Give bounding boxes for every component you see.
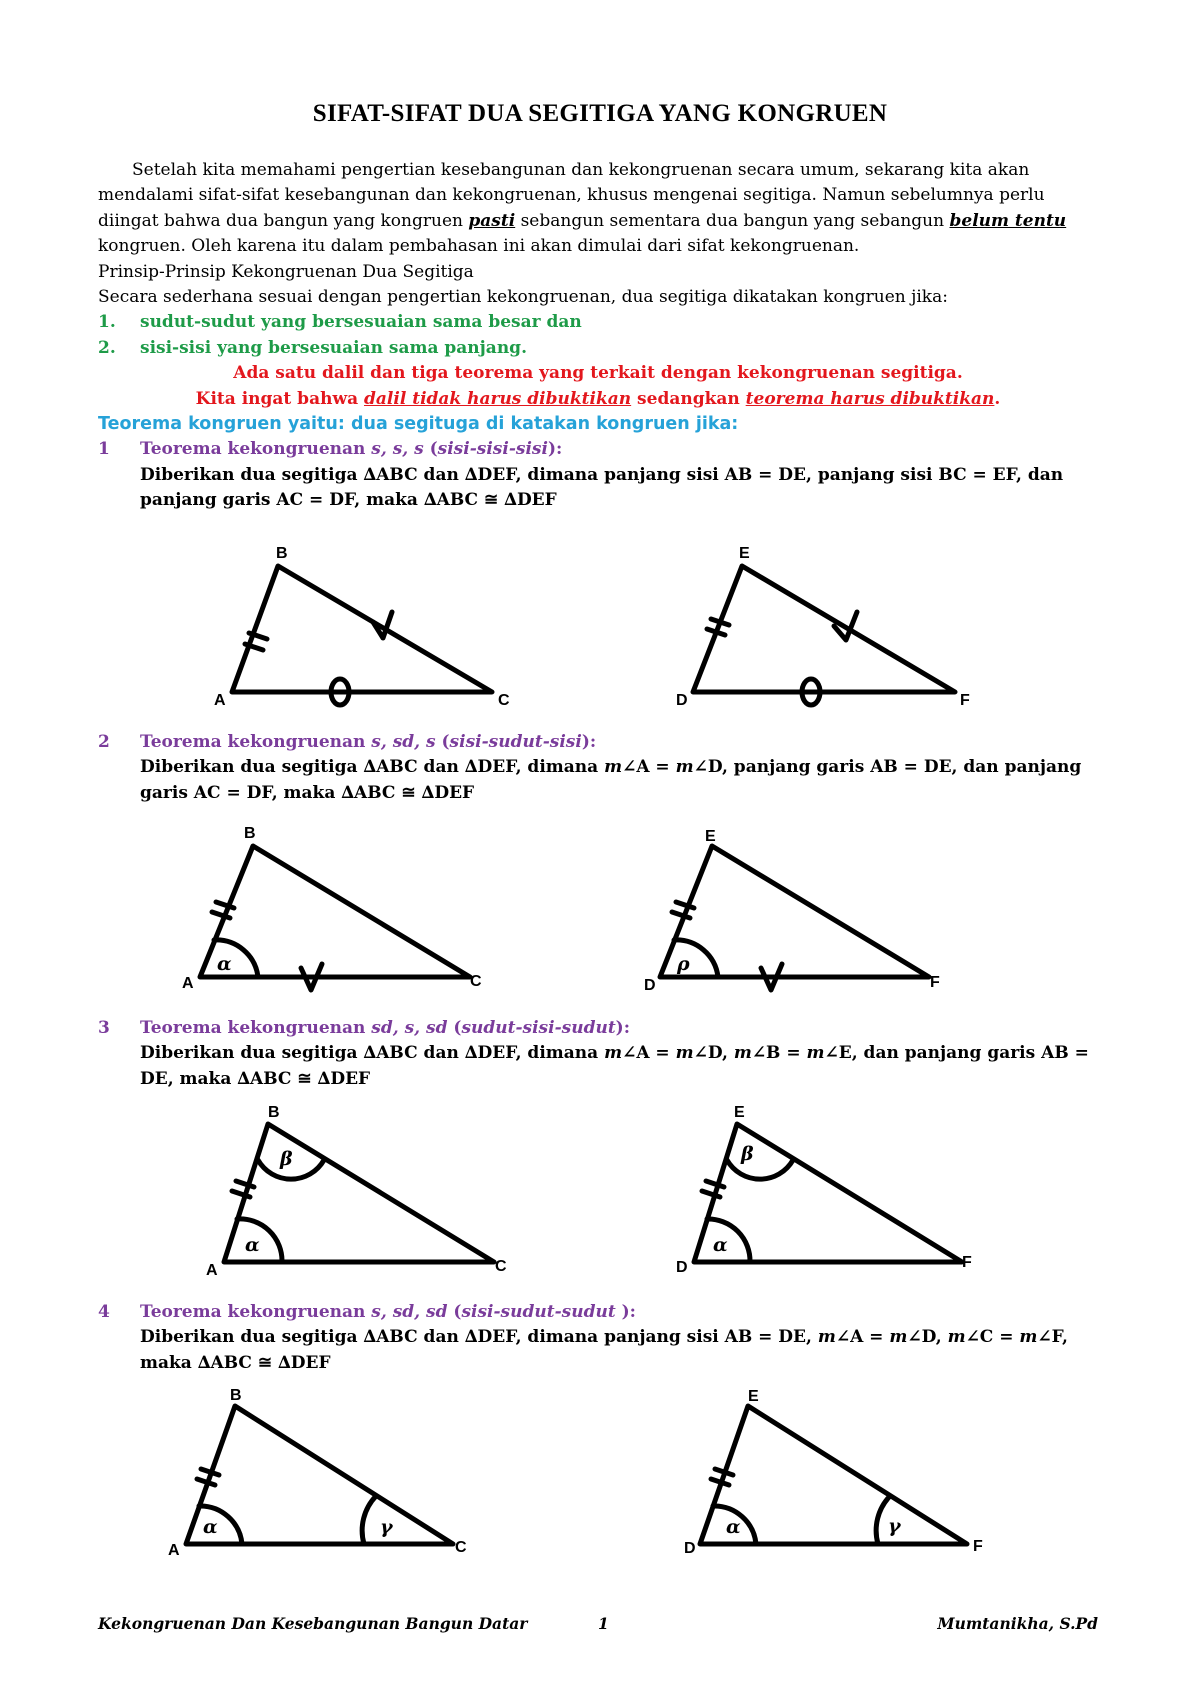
theorem-4-description: Diberikan dua segitiga ∆ABC dan ∆DEF, dimana panjang sisi AB = DE, m∠A = m∠D, m∠C = m∠F, maka ∆ABC ≅ ∆DEF	[140, 1327, 1068, 1373]
vertex-label-d: D	[684, 1540, 696, 1557]
theorem-2-title: 2 Teorema kekongruenan s, sd, s (sisi-sudut-sisi):	[98, 732, 597, 752]
condition-item: 1. sudut-sudut yang bersesuaian sama besar dan	[98, 312, 582, 333]
intro-text-3: kongruen. Oleh karena itu dalam pembahasan ini akan dimulai dari sifat kekongruenan.	[98, 236, 860, 257]
angle-rho-label: ρ	[677, 953, 690, 975]
vertex-label-c: C	[470, 973, 482, 990]
triangle-def-2	[660, 846, 929, 990]
intro-text-1: Setelah kita memahami pengertian kesebangunan dan kekongruenan secara umum, sekarang kita akan mendalami sifat-sifat kesebangunan dan kekongruenan, khusus mengenai segitiga. Namun sebelumnya perlu diingat bahwa dua bangun yang kongruen	[98, 160, 1045, 231]
vertex-label-f: F	[960, 692, 970, 709]
angle-gamma-label: γ	[380, 1516, 393, 1538]
red-note-1: Ada satu dalil dan tiga teorema yang terkait dengan kekongruenan segitiga.	[233, 363, 963, 384]
vertex-label-a: A	[206, 1262, 218, 1279]
emphasis-pasti: pasti	[468, 210, 516, 231]
triangle-abc-3	[224, 1124, 494, 1262]
vertex-label-b: B	[276, 545, 288, 562]
vertex-label-e: E	[734, 1104, 745, 1121]
angle-gamma-label: γ	[888, 1515, 901, 1537]
theorem-2-description: Diberikan dua segitiga ∆ABC dan ∆DEF, dimana m∠A = m∠D, panjang garis AB = DE, dan panjang garis AC = DF, maka ∆ABC ≅ ∆DEF	[140, 757, 1082, 803]
definition-text: Secara sederhana sesuai dengan pengertian kekongruenan, dua segitiga dikatakan kongruen jika:	[98, 287, 948, 308]
vertex-label-a: A	[182, 975, 194, 992]
triangle-abc-4	[186, 1406, 453, 1544]
angle-alpha-label: α	[217, 953, 232, 975]
vertex-label-b: B	[230, 1387, 242, 1404]
vertex-label-c: C	[455, 1539, 467, 1556]
vertex-label-b: B	[268, 1104, 280, 1121]
theorem-heading: Teorema kongruen yaitu: dua segituga di katakan kongruen jika:	[98, 414, 739, 435]
vertex-label-d: D	[676, 692, 688, 709]
page-number: 1	[598, 1614, 609, 1633]
vertex-label-e: E	[748, 1388, 759, 1405]
page-title: SIFAT-SIFAT DUA SEGITIGA YANG KONGRUEN	[312, 100, 888, 127]
condition-item: 2. sisi-sisi yang bersesuaian sama panjang.	[98, 337, 527, 358]
vertex-label-d: D	[644, 977, 656, 994]
theorem-4-title: 4 Teorema kekongruenan s, sd, sd (sisi-sudut-sudut ):	[98, 1302, 636, 1322]
angle-alpha-label: α	[713, 1234, 728, 1256]
triangle-abc-2	[200, 846, 470, 990]
vertex-label-f: F	[930, 974, 940, 991]
angle-alpha-label: α	[203, 1516, 218, 1538]
vertex-label-c: C	[498, 692, 510, 709]
footer-title: Kekongruenan Dan Kesebangunan Bangun Datar	[98, 1614, 528, 1633]
triangle-def-1	[693, 566, 955, 705]
vertex-label-a: A	[168, 1542, 180, 1559]
theorem-3-description: Diberikan dua segitiga ∆ABC dan ∆DEF, dimana m∠A = m∠D, m∠B = m∠E, dan panjang garis AB = DE, maka ∆ABC ≅ ∆DEF	[140, 1043, 1089, 1089]
vertex-label-e: E	[705, 828, 716, 845]
section-heading: Prinsip-Prinsip Kekongruenan Dua Segitiga	[98, 261, 474, 282]
triangle-abc-1	[232, 566, 492, 705]
intro-text-2: sebangun sementara dua bangun yang sebangun	[515, 210, 950, 231]
angle-alpha-label: α	[245, 1234, 260, 1256]
vertex-label-d: D	[676, 1259, 688, 1276]
vertex-label-f: F	[973, 1538, 983, 1555]
dalil-emphasis: dalil tidak harus dibuktikan	[364, 388, 632, 409]
vertex-label-a: A	[214, 692, 226, 709]
footer-author: Mumtanikha, S.Pd	[937, 1614, 1098, 1633]
vertex-label-b: B	[244, 825, 256, 842]
red-note-2: Kita ingat bahwa dalil tidak harus dibuktikan sedangkan teorema harus dibuktikan.	[195, 388, 1001, 409]
vertex-label-c: C	[495, 1258, 507, 1275]
emphasis-belum-tentu: belum tentu	[949, 210, 1067, 231]
angle-alpha-label: α	[726, 1516, 741, 1538]
theorem-3-title: 3 Teorema kekongruenan sd, s, sd (sudut-sisi-sudut):	[98, 1018, 630, 1038]
vertex-label-f: F	[962, 1254, 972, 1271]
angle-beta-label: β	[741, 1143, 754, 1165]
theorem-1-title: 1 Teorema kekongruenan s, s, s (sisi-sisi-sisi):	[98, 439, 563, 460]
triangle-def-3	[694, 1124, 962, 1262]
angle-beta-label: β	[280, 1148, 293, 1170]
teorema-emphasis: teorema harus dibuktikan	[745, 388, 995, 409]
vertex-label-e: E	[739, 545, 750, 562]
theorem-1-description: Diberikan dua segitiga ∆ABC dan ∆DEF, dimana panjang sisi AB = DE, panjang sisi BC = EF, dan panjang garis AC = DF, maka ∆ABC ≅ ∆DEF	[140, 464, 1064, 511]
